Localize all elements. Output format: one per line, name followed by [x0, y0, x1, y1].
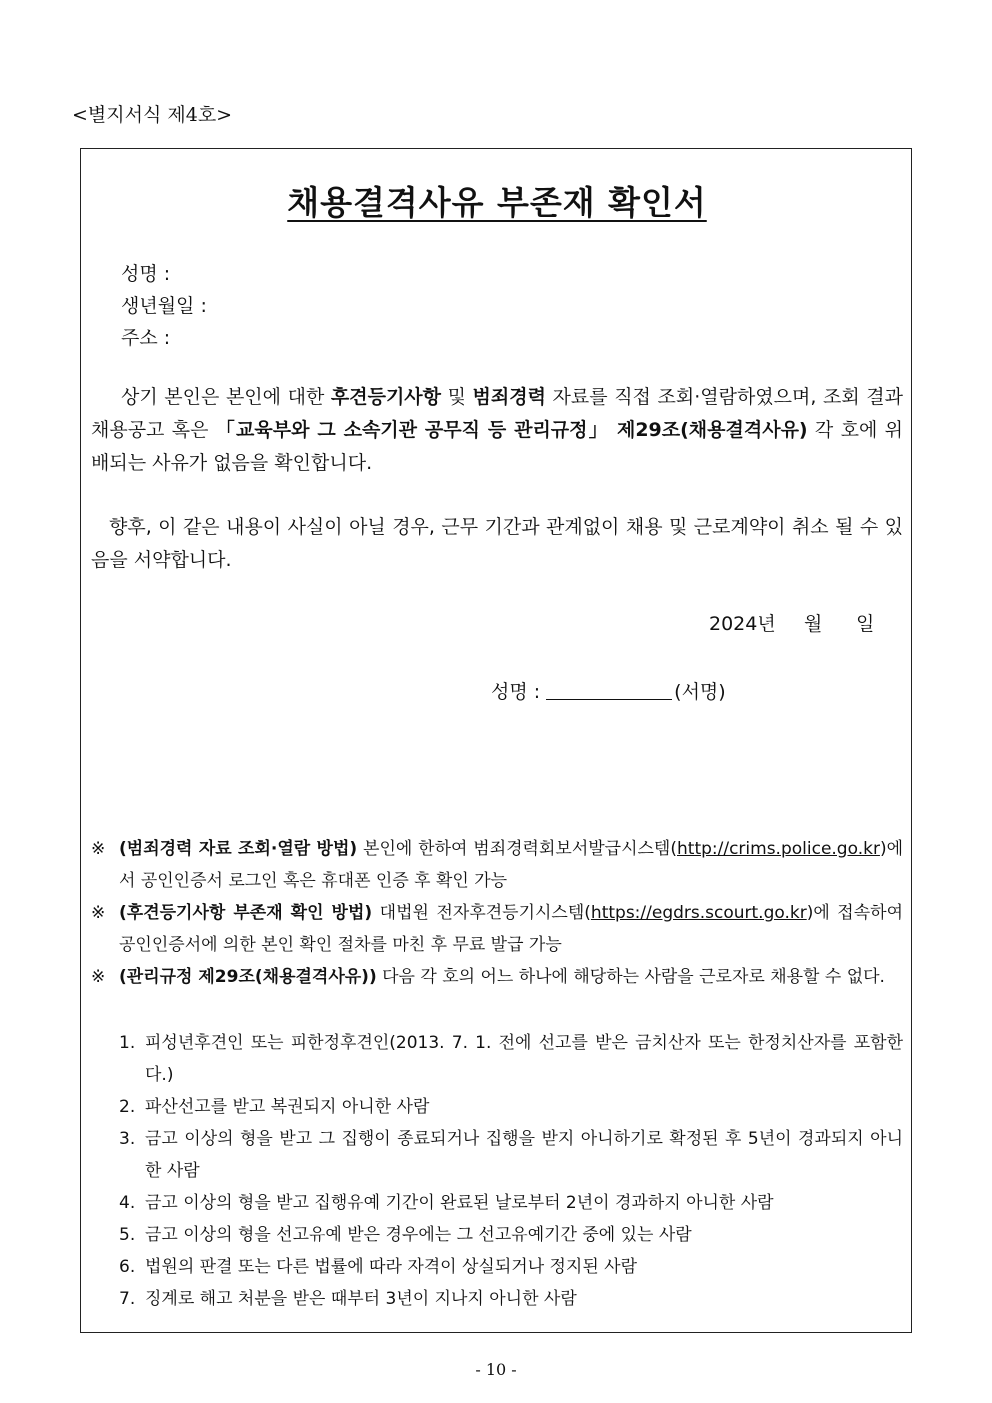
list-item-text: 피성년후견인 또는 피한정후견인(2013. 7. 1. 전에 선고를 받은 금치산자 또는 한정치산자를 포함한다.): [145, 1033, 903, 1085]
note-guardianship: [91, 897, 903, 961]
list-item-number: 3.: [119, 1129, 136, 1149]
para1-bold-guardianship: 후견등기사항: [330, 386, 442, 408]
list-item-text: 금고 이상의 형을 선고유예 받은 경우에는 그 선고유예기간 중에 있는 사람: [145, 1225, 692, 1245]
list-item: [119, 1187, 903, 1219]
para1-text-4: 각 호에 위배되는 사유가 없음을 확인합니다.: [91, 419, 903, 474]
date-day: 일: [856, 613, 875, 635]
list-item: [119, 1283, 903, 1315]
para1-bold-regulation: 「교육부와 그 소속기관 공무직 등 관리규정」 제29조(채용결격사유): [215, 419, 808, 441]
date-month: 월: [804, 613, 823, 635]
note-criminal-record: [91, 833, 903, 897]
crims-link[interactable]: http://crims.police.go.kr: [677, 839, 880, 859]
list-item-number: 4.: [119, 1193, 136, 1213]
list-item: [119, 1251, 903, 1283]
para1-text-1: 상기 본인은 본인에 대한: [121, 386, 331, 408]
list-item-text: 금고 이상의 형을 받고 집행유예 기간이 완료된 날로부터 2년이 경과하지 아니한 사람: [145, 1193, 774, 1213]
note-heading: (범죄경력 자료 조회·열람 방법): [119, 839, 358, 859]
confirmation-paragraph: [91, 381, 903, 480]
note-heading: (후견등기사항 부존재 확인 방법): [119, 903, 373, 923]
list-item-text: 징계로 해고 처분을 받은 때부터 3년이 지나지 아니한 사람: [145, 1289, 577, 1309]
reference-mark-icon: ※: [91, 903, 106, 923]
list-item-number: 7.: [119, 1289, 136, 1309]
disqualification-list: [119, 1027, 903, 1315]
document-title: [81, 177, 913, 224]
para1-text-2: 및: [441, 386, 473, 408]
note-heading: (관리규정 제29조(채용결격사유)): [119, 967, 377, 987]
address-field-label: 주소 :: [121, 327, 171, 349]
page-number: - 10 -: [475, 1360, 517, 1379]
list-item-text: 금고 이상의 형을 받고 그 집행이 종료되거나 집행을 받지 아니하기로 확정된 후 5년이 경과되지 아니한 사람: [145, 1129, 903, 1181]
list-item: [119, 1091, 903, 1123]
signature-blank[interactable]: [546, 681, 672, 700]
reference-mark-icon: ※: [91, 967, 106, 987]
signature-line: [491, 677, 726, 704]
note-text: 대법원 전자후견등기시스템(: [372, 903, 591, 923]
title-text: 채용결격사유 부존재 확인서: [287, 183, 707, 222]
note-regulation: [91, 961, 903, 993]
note-text: 본인에 한하여 범죄경력회보서발급시스템(: [357, 839, 677, 859]
signature-suffix: (서명): [674, 681, 726, 703]
list-item-number: 6.: [119, 1257, 136, 1277]
note-text: )에서 공인인증서 로그인 혹은 휴대폰 인증 후 확인 가능: [119, 839, 903, 891]
list-item-number: 1.: [119, 1033, 136, 1053]
note-text: 다음 각 호의 어느 하나에 해당하는 사람을 근로자로 채용할 수 없다.: [376, 967, 885, 987]
egdrs-link[interactable]: https://egdrs.scourt.go.kr: [590, 903, 807, 923]
reference-mark-icon: ※: [91, 839, 106, 859]
para1-bold-criminal-record: 범죄경력: [472, 386, 546, 408]
list-item-text: 파산선고를 받고 복권되지 아니한 사람: [145, 1097, 430, 1117]
list-item: [119, 1219, 903, 1251]
list-item: [119, 1027, 903, 1091]
list-item-text: 법원의 판결 또는 다른 법률에 따라 자격이 상실되거나 정지된 사람: [145, 1257, 638, 1277]
para1-text-3: 자료를 직접 조회·열람하였으며, 조회 결과 채용공고 혹은: [91, 386, 903, 441]
document-frame: [80, 148, 912, 1333]
list-item-number: 5.: [119, 1225, 136, 1245]
birth-field-label: 생년월일 :: [121, 295, 207, 317]
list-item: [119, 1123, 903, 1187]
pledge-paragraph: 향후, 이 같은 내용이 사실이 아닐 경우, 근무 기간과 관계없이 채용 및 근로계약이 취소 될 수 있음을 서약합니다.: [91, 516, 903, 571]
note-text: )에 접속하여 공인인증서에 의한 본인 확인 절차를 마친 후 무료 발급 가능: [119, 903, 903, 955]
name-field-label: 성명 :: [121, 263, 171, 285]
date-year: 2024년: [709, 613, 776, 635]
list-item-number: 2.: [119, 1097, 136, 1117]
signature-label: 성명 :: [491, 681, 541, 703]
form-label: <별지서식 제4호>: [72, 104, 233, 126]
